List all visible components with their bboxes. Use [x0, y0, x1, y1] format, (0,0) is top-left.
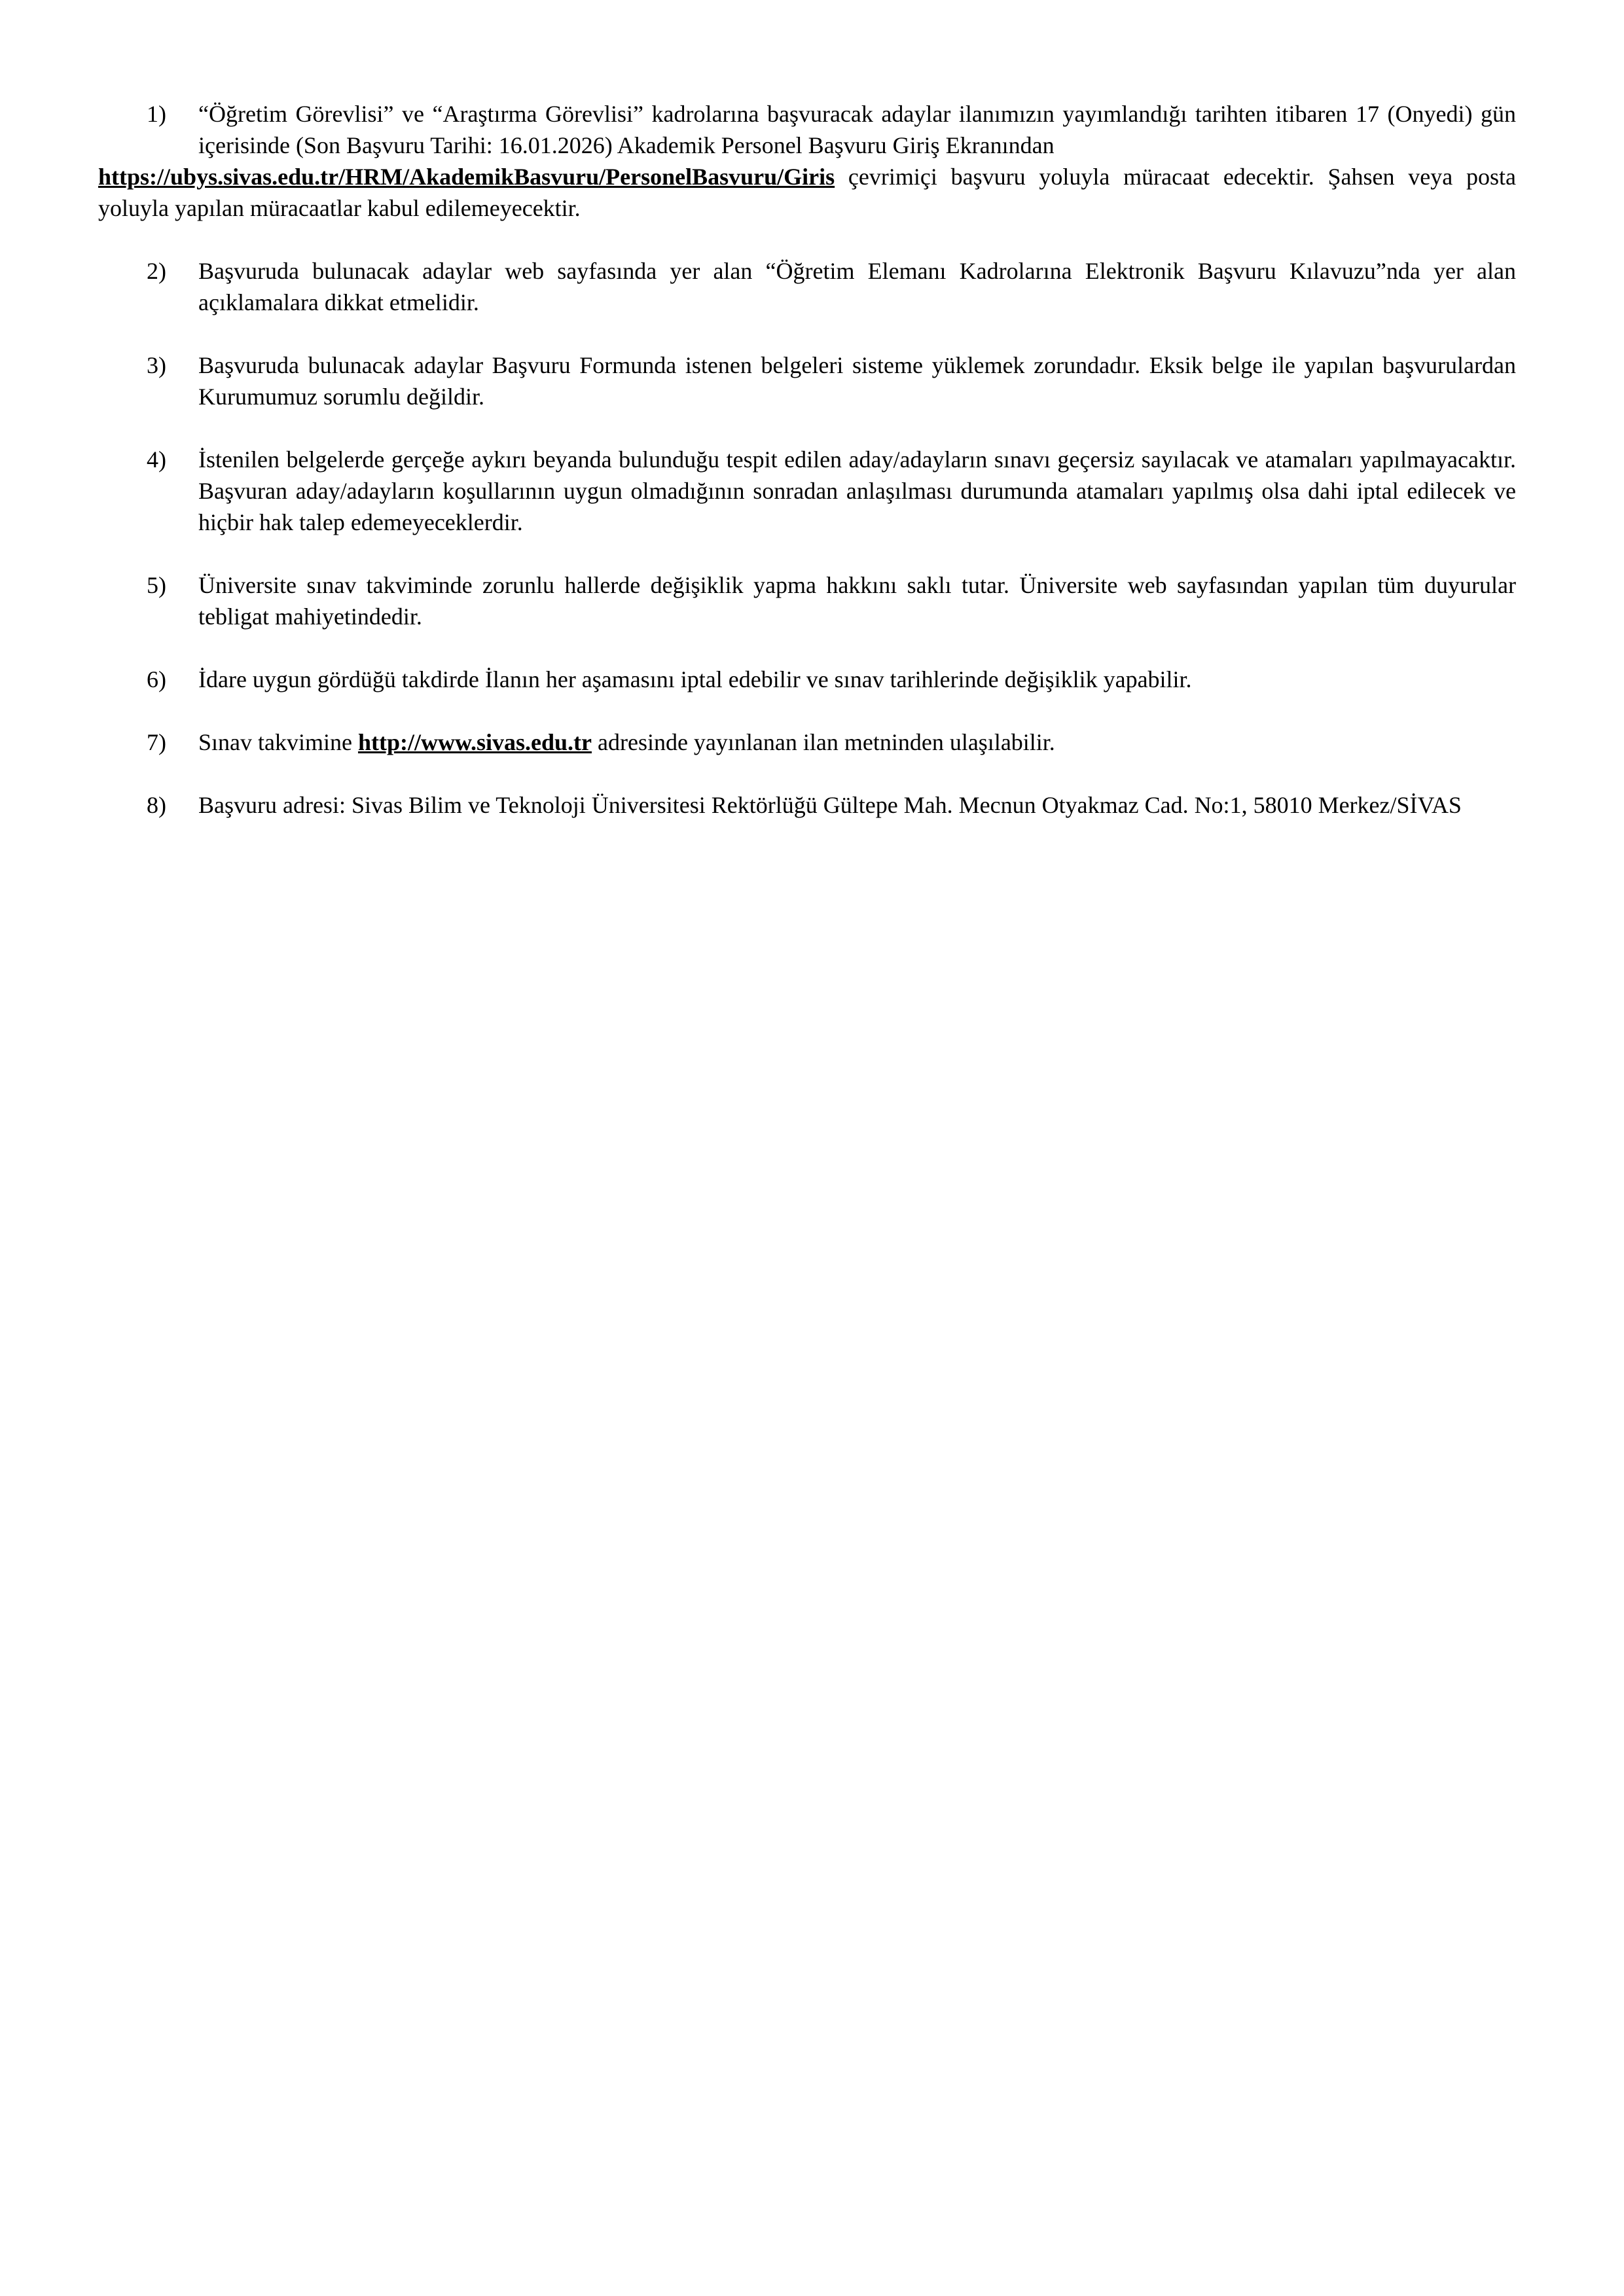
- item-text-continued: çevrimiçi başvuru yoluyla müracaat edecektir. Şahsen veya posta yoluyla yapılan müracaatlar kabul edilemeyecektir.: [98, 164, 1516, 221]
- list-item-1: [98, 98, 1516, 224]
- item-number: 3): [147, 352, 166, 378]
- item-number: 8): [147, 792, 166, 818]
- item-number: 4): [147, 446, 166, 473]
- item-text: Başvuru adresi: Sivas Bilim ve Teknoloji Üniversitesi Rektörlüğü Gültepe Mah. Mecnun Otyakmaz Cad. No:1, 58010 Merkez/SİVAS: [198, 792, 1462, 818]
- item-text: Başvuruda bulunacak adaylar web sayfasında yer alan “Öğretim Elemanı Kadrolarına Elektronik Başvuru Kılavuzu”nda yer alan açıklamalara dikkat etmelidir.: [198, 258, 1516, 315]
- list-item-3: [98, 350, 1516, 412]
- list-item-2: [98, 255, 1516, 318]
- university-website-link[interactable]: http://www.sivas.edu.tr: [357, 729, 592, 755]
- item-number: 6): [147, 666, 166, 692]
- item-text: “Öğretim Görevlisi” ve “Araştırma Görevlisi” kadrolarına başvuracak adaylar ilanımızın yayımlandığı tarihten itibaren 17 (Onyedi) gün içerisinde (Son Başvuru Tarihi: 16.01.2026) Akademik Personel Başvuru Giriş Ekranından: [198, 101, 1516, 158]
- list-item-6: [98, 664, 1516, 695]
- document-page: [98, 98, 1516, 852]
- list-item-8: [98, 789, 1516, 821]
- list-item-5: [98, 569, 1516, 632]
- item-number: 5): [147, 572, 166, 598]
- item-text: Sınav takvimine: [198, 729, 358, 755]
- item-number: 2): [147, 258, 166, 284]
- item-text: İdare uygun gördüğü takdirde İlanın her aşamasını iptal edebilir ve sınav tarihlerinde değişiklik yapabilir.: [198, 666, 1192, 692]
- list-item-4: [98, 444, 1516, 538]
- item-number: 1): [147, 101, 166, 127]
- item-text: Üniversite sınav takviminde zorunlu hallerde değişiklik yapma hakkını saklı tutar. Üniversite web sayfasından yapılan tüm duyurular tebligat mahiyetindedir.: [198, 572, 1516, 630]
- item-text-continued: adresinde yayınlanan ilan metninden ulaşılabilir.: [592, 729, 1055, 755]
- item-number: 7): [147, 729, 166, 755]
- application-portal-link[interactable]: https://ubys.sivas.edu.tr/HRM/AkademikBasvuru/PersonelBasvuru/Giris: [98, 164, 835, 190]
- item-text: İstenilen belgelerde gerçeğe aykırı beyanda bulunduğu tespit edilen aday/adayların sınavı geçersiz sayılacak ve atamaları yapılmayacaktır. Başvuran aday/adayların koşullarının uygun olmadığının sonradan anlaşılması durumunda atamaları yapılmış olsa dahi iptal edilecek ve hiçbir hak talep edemeyeceklerdir.: [198, 446, 1516, 535]
- list-item-7: [98, 726, 1516, 758]
- item-text: Başvuruda bulunacak adaylar Başvuru Formunda istenen belgeleri sisteme yüklemek zorundadır. Eksik belge ile yapılan başvurulardan Kurumumuz sorumlu değildir.: [198, 352, 1516, 410]
